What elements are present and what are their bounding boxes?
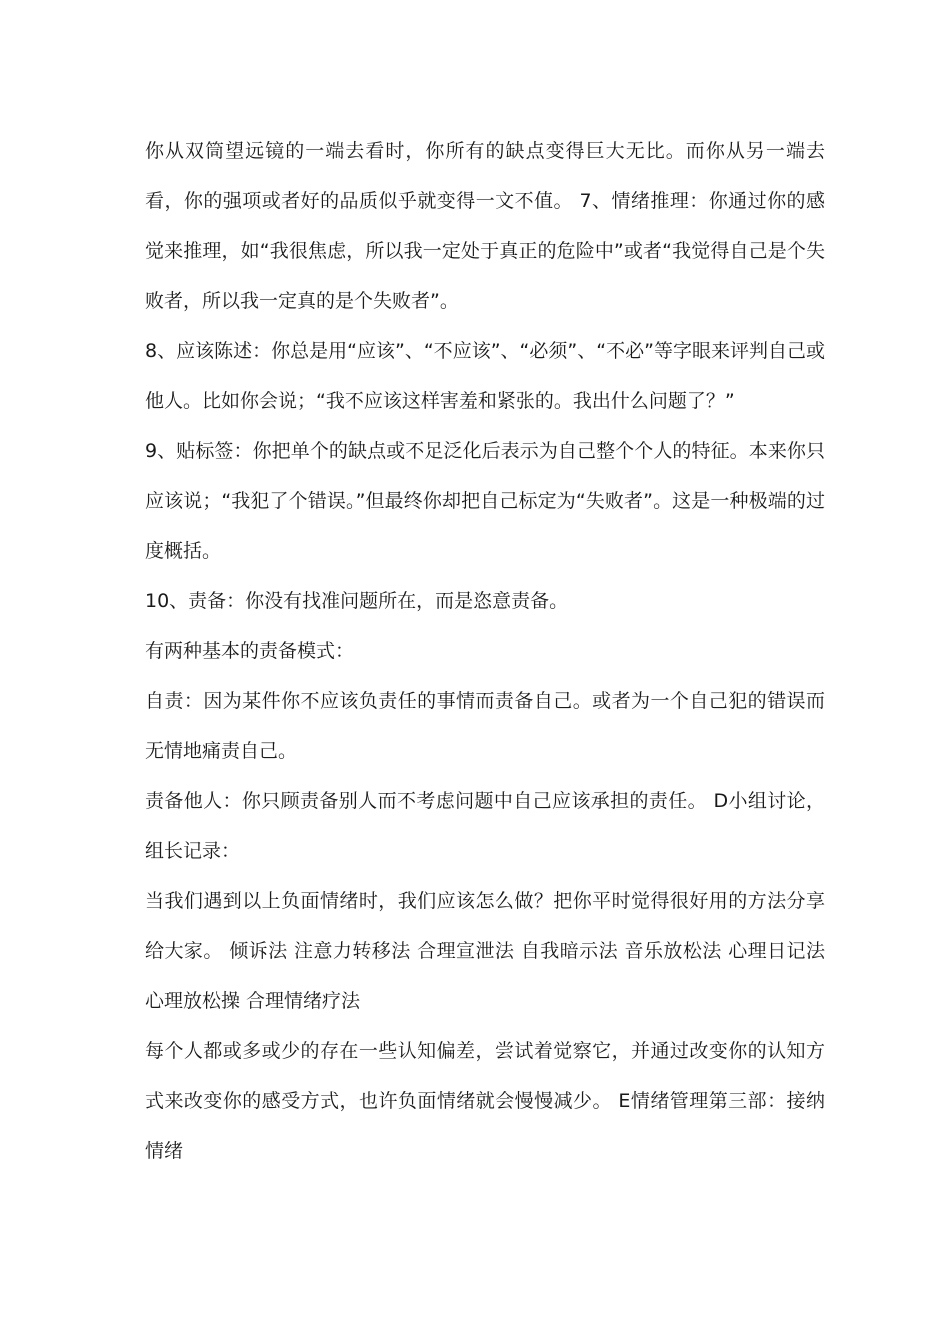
- paragraph-blame-modes: 有两种基本的责备模式：: [145, 640, 355, 662]
- paragraph-labeling: 9、贴标签：你把单个的缺点或不足泛化后表示为自己整个个人的特征。本来你只应该说；“我犯了个错误。”但最终你却把自己标定为“失败者”。这是一种极端的过度概括。: [145, 440, 825, 562]
- paragraph-cognitive-bias: 每个人都或多或少的存在一些认知偏差，尝试着觉察它，并通过改变你的认知方式来改变你的感受方式，也许负面情绪就会慢慢减少。 E情绪管理第三部：接纳情绪: [145, 1040, 825, 1162]
- paragraph-self-blame: 自责：因为某件你不应该负责任的事情而责备自己。或者为一个自己犯的错误而无情地痛责自己。: [145, 690, 825, 762]
- paragraph-blame-others: 责备他人：你只顾责备别人而不考虑问题中自己应该承担的责任。 D小组讨论，组长记录：: [145, 790, 825, 862]
- paragraph-coping-methods: 当我们遇到以上负面情绪时，我们应该怎么做？把你平时觉得很好用的方法分享给大家。 倾诉法 注意力转移法 合理宣泄法 自我暗示法 音乐放松法 心理日记法 心理放松操 合理情绪疗法: [145, 890, 825, 1012]
- paragraph-should-statements: 8、应该陈述：你总是用“应该”、“不应该”、“必须”、“不必”等字眼来评判自己或他人。比如你会说；“我不应该这样害羞和紧张的。我出什么问题了？”: [145, 340, 825, 412]
- paragraph-blame: 10、责备：你没有找准问题所在，而是恣意责备。: [145, 590, 569, 612]
- paragraph-emotional-reasoning: 你从双筒望远镜的一端去看时，你所有的缺点变得巨大无比。而你从另一端去看，你的强项或者好的品质似乎就变得一文不值。 7、情绪推理：你通过你的感觉来推理，如“我很焦虑，所以我一定处于真正的危险中”或者“我觉得自己是个失败者，所以我一定真的是个失败者”。: [145, 140, 825, 312]
- document-body: [145, 126, 825, 1176]
